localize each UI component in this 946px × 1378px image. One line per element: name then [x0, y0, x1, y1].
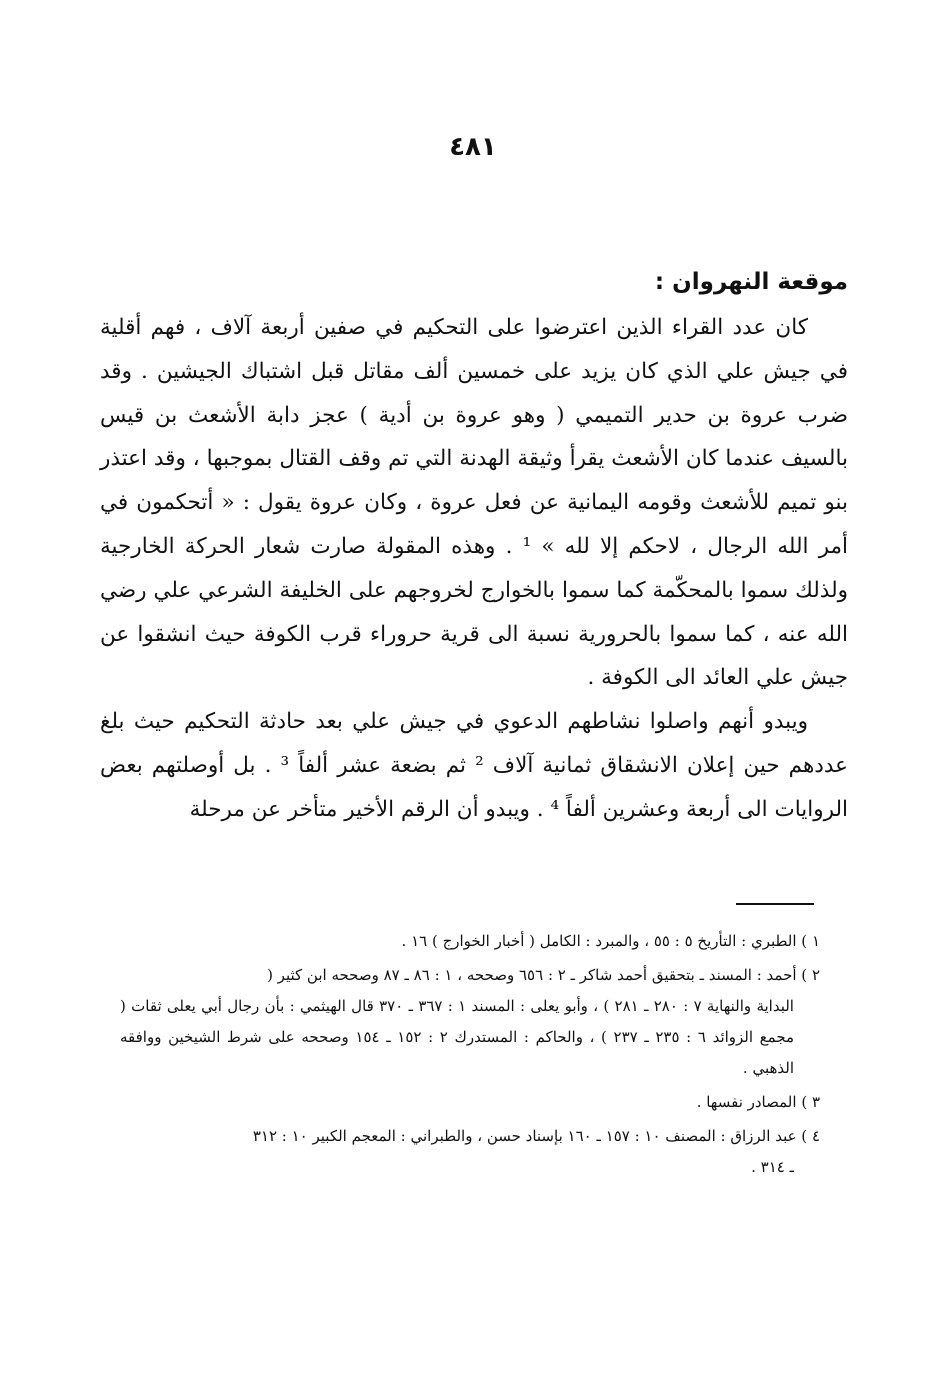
section-heading: موقعة النهروان :	[654, 269, 848, 295]
footnote-3	[120, 1087, 820, 1118]
footnote-1	[120, 926, 820, 957]
footnote-2-continuation: البداية والنهاية ٧ : ٢٨٠ ـ ٢٨١ ) ، وأبو يعلى : المسند ١ : ٣٦٧ ـ ٣٧٠ قال الهيثمي : بأن رجال أبي يعلى ثقات ( مجمع الزوائد ٦ : ٢٣٥ ـ ٢٣٧ ) ، والحاكم : المستدرك ٢ : ١٥٢ ـ ١٥٤ وصححه على شرط الشيخين ووافقه الذهبي .	[120, 997, 795, 1077]
main-text	[100, 258, 848, 832]
paragraph-2: ويبدو أنهم واصلوا نشاطهم الدعوي في جيش علي بعد حادثة التحكيم حيث بلغ عددهم حين إعلان الانشقاق ثمانية آلاف ² ثم بضعة عشر ألفاً ³ . بل أوصلتهم بعض الروايات الى أربعة وعشرين ألفاً ⁴ . ويبدو أن الرقم الأخير متأخر عن مرحلة	[100, 709, 848, 822]
page-number: ٤٨١	[449, 132, 497, 162]
footnote-3-text: ٣ ) المصادر نفسها .	[696, 1093, 820, 1111]
footnote-separator	[736, 903, 814, 905]
footnote-4-text: ٤ ) عبد الرزاق : المصنف ١٠ : ١٥٧ ـ ١٦٠ بإسناد حسن ، والطبراني : المعجم الكبير ١٠ : ٣١٢	[252, 1127, 820, 1145]
footnote-2	[120, 960, 820, 1084]
footnote-2-text: ٢ ) أحمد : المسند ـ بتحقيق أحمد شاكر ـ ٢ : ٦٥٦ وصححه ، ١ : ٨٦ ـ ٨٧ وصححه ابن كثير (	[267, 966, 820, 984]
paragraph-1: كان عدد القراء الذين اعترضوا على التحكيم في صفين أربعة آلاف ، فهم أقلية في جيش علي الذي كان يزيد على خمسين ألف مقاتل قبل اشتباك الجيشين . وقد ضرب عروة بن حدير التميمي ( وهو عروة بن أدية ) عجز دابة الأشعث بن قيس بالسيف عندما كان الأشعث يقرأ وثيقة الهدنة التي تم وقف القتال بموجبها ، وقد اعتذر بنو تميم للأشعث وقومه اليمانية عن فعل عروة ، وكان عروة يقول : « أتحكمون في أمر الله الرجال ، لاحكم إلا لله » ¹ . وهذه المقولة صارت شعار الحركة الخارجية ولذلك سموا بالمحكّمة كما سموا بالخوارج لخروجهم على الخليفة الشرعي علي رضي الله عنه ، كما سموا بالحرورية نسبة الى قرية حروراء قرب الكوفة حيث انشقوا عن جيش علي العائد الى الكوفة .	[100, 315, 848, 691]
footnote-1-text: ١ ) الطبري : التأريخ ٥ : ٥٥ ، والمبرد : الكامل ( أخبار الخوارج ) ١٦ .	[401, 932, 820, 950]
footnotes	[120, 926, 820, 1186]
footnote-4-continuation: ـ ٣١٤ .	[751, 1158, 794, 1176]
footnote-4	[120, 1121, 820, 1183]
